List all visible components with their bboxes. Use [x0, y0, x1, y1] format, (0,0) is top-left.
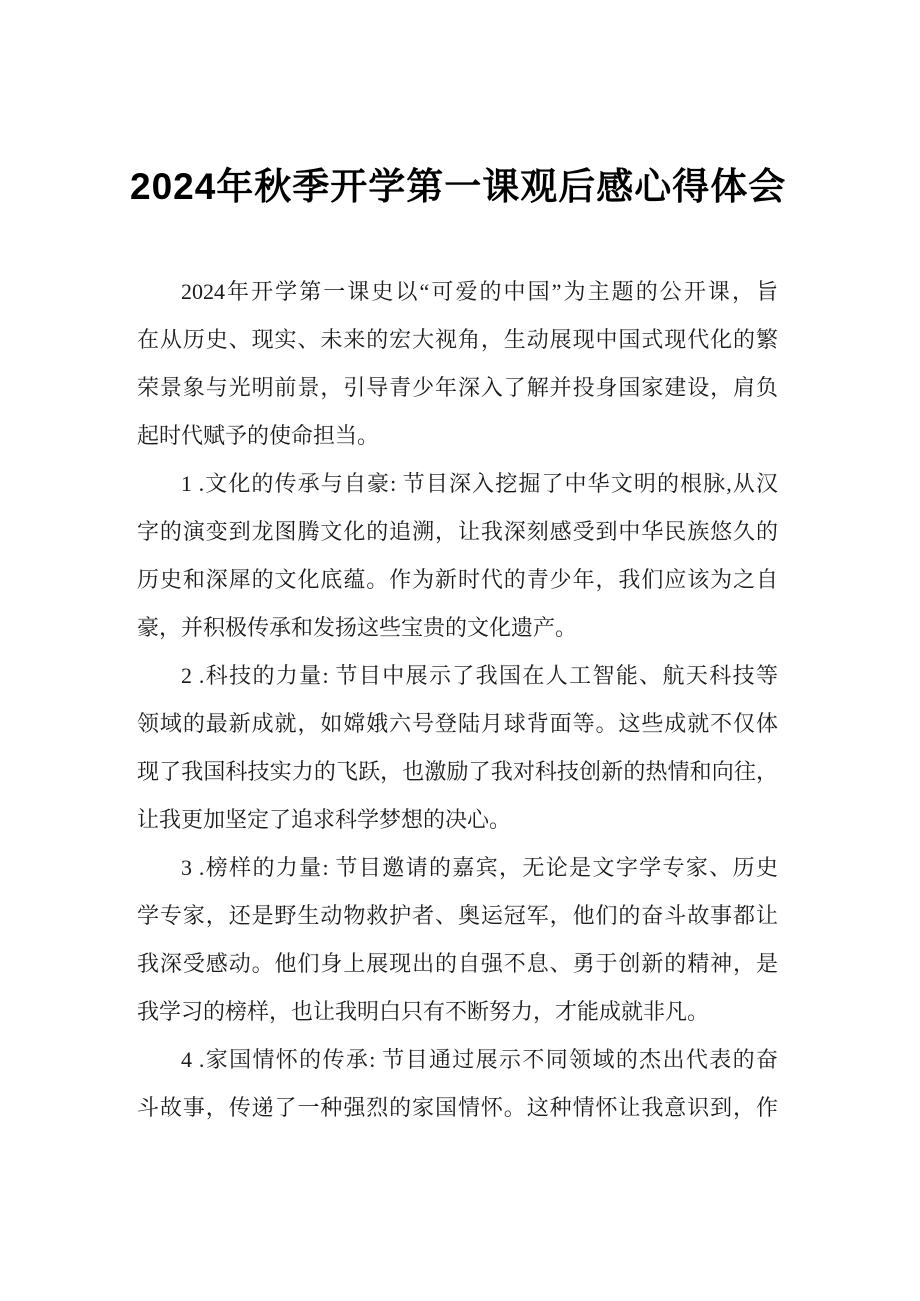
text-line: 2 .科技的力量: 节目中展示了我国在人工智能、航天科技等 — [181, 663, 778, 688]
text-line: 1 .文化的传承与自豪: 节目深入挖掘了中华文明的根脉,从汉 — [181, 471, 778, 496]
document-body — [137, 268, 778, 1132]
page-title: 2024年秋季开学第一课观后感心得体会 — [130, 166, 787, 207]
text-line: 字的演变到龙图腾文化的追溯，让我深刻感受到中华民族悠久的 — [137, 519, 778, 544]
text-line: 历史和深犀的文化底蕴。作为新时代的青少年，我们应该为之自 — [137, 567, 778, 592]
text-line: 豪，并积极传承和发扬这些宝贵的文化遗产。 — [137, 615, 578, 640]
text-line: 荣景象与光明前景，引导青少年深入了解并投身国家建设，肩负 — [137, 375, 778, 400]
text-line: 斗故事，传递了一种强烈的家国情怀。这种情怀让我意识到，作 — [137, 1095, 778, 1120]
text-line: 我学习的榜样，也让我明白只有不断努力，才能成就非凡。 — [137, 999, 710, 1024]
text-line: 起时代赋予的使命担当。 — [137, 423, 380, 448]
text-line: 4 .家国情怀的传承: 节目通过展示不同领域的杰出代表的奋 — [181, 1047, 778, 1072]
text-line: 让我更加坚定了追求科学梦想的决心。 — [137, 807, 512, 832]
text-line: 学专家，还是野生动物救护者、奥运冠军，他们的奋斗故事都让 — [137, 903, 778, 928]
text-line: 在从历史、现实、未来的宏大视角，生动展现中国式现代化的繁 — [137, 327, 778, 352]
text-line: 3 .榜样的力量: 节目邀请的嘉宾，无论是文字学专家、历史 — [181, 855, 778, 880]
text-line: 现了我国科技实力的飞跃，也激励了我对科技创新的热情和向往， — [137, 759, 778, 784]
text-line: 我深受感动。他们身上展现出的自强不息、勇于创新的精神，是 — [137, 951, 778, 976]
text-line: 领域的最新成就，如嫦娥六号登陆月球背面等。这些成就不仅体 — [137, 711, 778, 736]
text-line: 2024年开学第一课史以“可爱的中国”为主题的公开课，旨 — [181, 279, 778, 304]
